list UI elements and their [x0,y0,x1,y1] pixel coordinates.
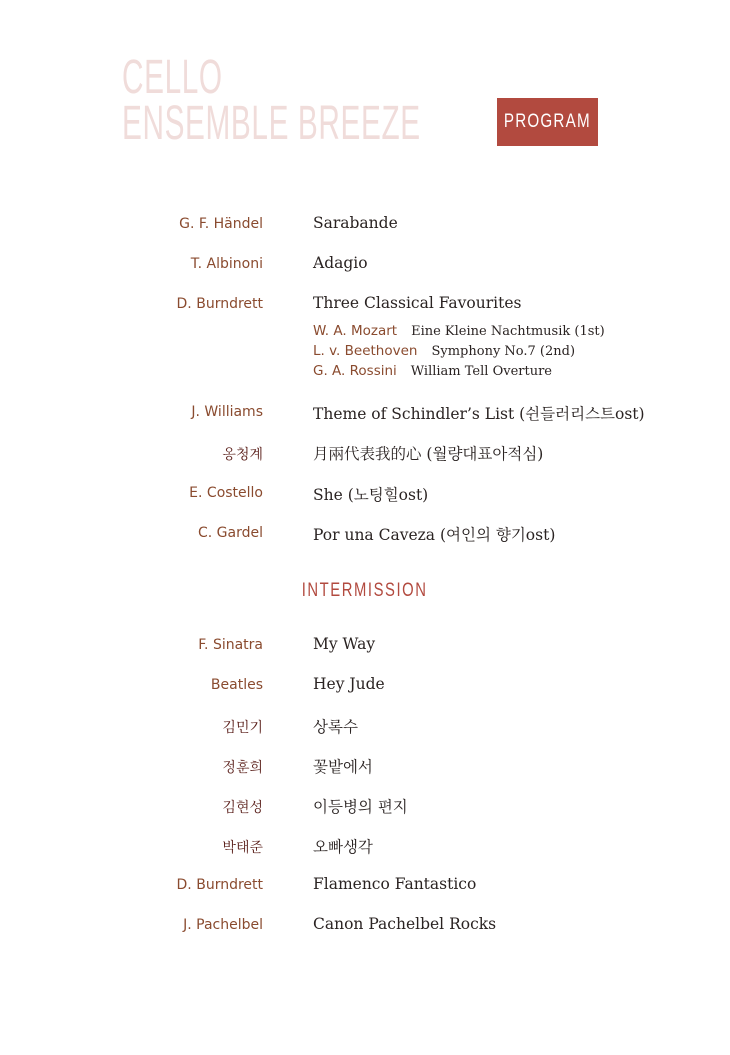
work-title: Por una Caveza (여인의 향기ost) [313,526,556,544]
work-title: Adagio [313,254,368,272]
work-title: Flamenco Fantastico [313,875,477,893]
work-title: Canon Pachelbel Rocks [313,915,497,933]
sub-piece [313,323,605,339]
sub-piece [313,343,575,359]
sub-composer-label: W. A. Mozart [313,323,398,339]
composer-label: G. F. Händel [179,216,263,232]
composer-label: 옹청계 [222,447,263,463]
composer-label: E. Costello [189,485,263,501]
sub-piece [313,363,552,379]
sub-work-title: Symphony No.7 (2nd) [431,344,576,359]
work-title: Theme of Schindler’s List (쉰들러리스트ost) [313,405,645,423]
sub-work-title: William Tell Overture [410,364,552,379]
intermission-label: INTERMISSION [302,580,428,601]
work-title: 月兩代表我的心 (월량대표아적심) [313,445,544,463]
composer-label: 김민기 [222,720,263,736]
ensemble-title-line-2: ENSEMBLE BREEZE [122,97,421,150]
composer-label: 김현성 [222,800,263,816]
work-title: 오빠생각 [313,838,373,856]
sub-composer-label: L. v. Beethoven [313,343,418,359]
work-title: She (노팅힐ost) [313,486,429,504]
intermission-heading [0,580,730,602]
program-badge-label: PROGRAM [504,111,591,132]
work-title: Three Classical Favourites [313,294,522,312]
composer-label: 정훈희 [222,760,263,776]
work-title: My Way [313,635,376,653]
program-badge [497,98,598,146]
composer-label: C. Gardel [197,525,263,541]
composer-label: 박태준 [222,840,263,856]
composer-label: J. Williams [191,404,263,420]
sub-composer-label: G. A. Rossini [313,363,397,379]
composer-label: D. Burndrett [176,877,263,893]
work-title: 상록수 [313,718,358,736]
work-title: Hey Jude [313,675,385,693]
work-title: 이등병의 편지 [313,798,408,816]
work-title: 꽃밭에서 [313,758,373,776]
sub-work-title: Eine Kleine Nachtmusik (1st) [411,324,605,339]
composer-label: J. Pachelbel [183,917,263,933]
composer-label: T. Albinoni [190,256,263,272]
composer-label: D. Burndrett [176,296,263,312]
work-title: Sarabande [313,214,398,232]
composer-label: F. Sinatra [198,637,263,653]
ensemble-title-line-1: CELLO [122,51,223,104]
composer-label: Beatles [210,677,263,693]
